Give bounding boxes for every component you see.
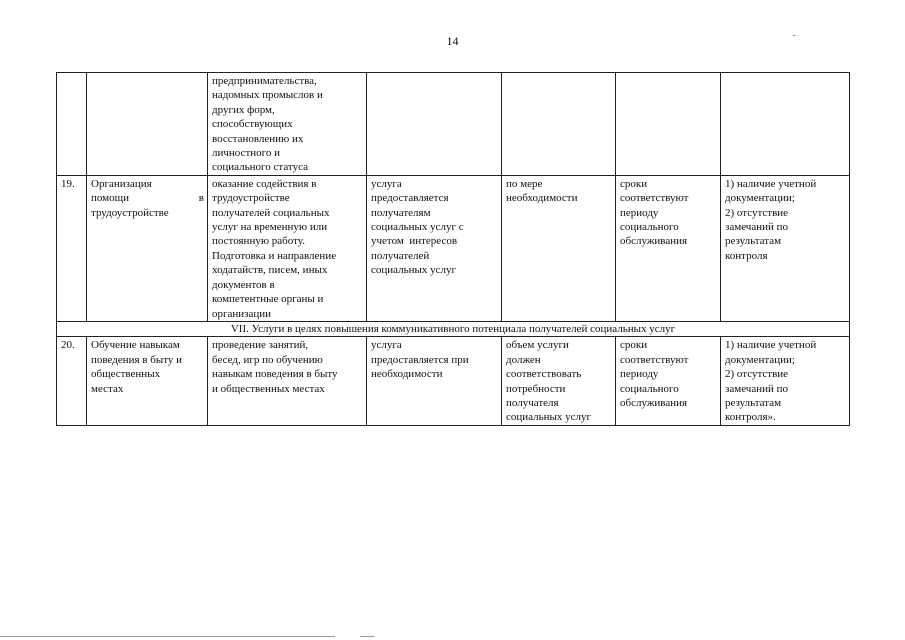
table-row-20 <box>57 337 850 425</box>
text-line: учетом интересов <box>371 235 458 248</box>
text-line: общественных <box>91 368 161 381</box>
text-line: проведение занятий, <box>212 339 309 352</box>
text-line: необходимости <box>506 192 578 205</box>
text-line: 2) отсутствие <box>725 206 789 219</box>
text-line: предпринимательства, <box>212 75 317 87</box>
text-line: результатам <box>725 235 782 248</box>
text-line: услуг на временную или <box>212 221 328 234</box>
text-line: по мере <box>506 177 543 190</box>
text-line: ходатайств, писем, иных <box>212 264 328 277</box>
cell-service-name <box>87 337 208 425</box>
text-line: сроки <box>620 177 648 190</box>
text-line: других форм, <box>212 103 275 116</box>
text-line: периоду <box>620 206 659 219</box>
text-line: получателям <box>371 206 431 219</box>
text-line: получателей социальных <box>212 206 330 219</box>
text-line: соответствовать <box>506 368 582 381</box>
text-line: трудоустройстве <box>212 192 290 205</box>
cell-deadline <box>616 73 721 176</box>
cell-provision <box>367 175 502 321</box>
cell-provision <box>367 73 502 176</box>
table-row-continuation <box>57 73 850 176</box>
section-header: VII. Услуги в целях повышения коммуникативного потенциала получателей социальных услуг <box>57 321 850 336</box>
cell-description <box>208 175 367 321</box>
cell-quality <box>721 337 850 425</box>
text-line: обслуживания <box>620 396 688 409</box>
cell-deadline <box>616 175 721 321</box>
text-line: соответствуют <box>620 192 689 205</box>
text-line: социального <box>620 382 679 395</box>
table-row-19 <box>57 175 850 321</box>
text-line: необходимости <box>371 368 443 381</box>
cell-service-name <box>87 73 208 176</box>
text-line: 2) отсутствие <box>725 368 789 381</box>
cell-quality <box>721 73 850 176</box>
text-line: должен <box>506 353 541 366</box>
text-line: предоставляется <box>371 192 449 205</box>
text-line: Подготовка и направление <box>212 249 337 262</box>
text-line: местах <box>91 382 124 395</box>
text-line: бесед, игр по обучению <box>212 353 323 366</box>
text-line: получателя <box>506 396 559 409</box>
text-line: социального <box>620 221 679 234</box>
text-line: способствующих <box>212 118 293 131</box>
text-line: контроля <box>725 249 768 262</box>
text-line: документации; <box>725 192 795 205</box>
text-line: организации <box>212 307 272 320</box>
text-line: обслуживания <box>620 235 688 248</box>
text-line: восстановлению их <box>212 132 304 145</box>
scan-artifact <box>793 35 795 36</box>
cell-provision <box>367 337 502 425</box>
text-line: трудоустройстве <box>91 206 169 219</box>
text-line: 1) наличие учетной <box>725 177 817 190</box>
text-line: и общественных местах <box>212 382 325 395</box>
services-table <box>56 72 850 426</box>
cell-number: 19. <box>57 175 87 321</box>
text-line: личностного и <box>212 147 281 160</box>
scan-edge-line <box>360 636 374 637</box>
text-line: замечаний по <box>725 382 789 395</box>
cell-description <box>208 337 367 425</box>
cell-description <box>208 73 367 176</box>
cell-timing <box>502 337 616 425</box>
cell-service-name <box>87 175 208 321</box>
cell-number <box>57 73 87 176</box>
text-line: постоянную работу. <box>212 235 305 248</box>
text-line: социальных услуг <box>371 264 457 277</box>
cell-timing <box>502 73 616 176</box>
text-line: компетентные органы и <box>212 293 324 306</box>
text-line: Обучение навыкам <box>91 339 180 352</box>
text-line: документов в <box>212 278 275 291</box>
cell-quality <box>721 175 850 321</box>
text-line: Организация <box>91 177 152 190</box>
text-line: получателей <box>371 249 430 262</box>
cell-number: 20. <box>57 337 87 425</box>
text-line: оказание содействия в <box>212 177 317 190</box>
section-header-row <box>57 321 850 336</box>
text-line: замечаний по <box>725 221 789 234</box>
text-line-justified <box>91 191 204 205</box>
text-line: потребности <box>506 382 566 395</box>
scan-edge-line <box>0 636 335 637</box>
text-line: социального статуса <box>212 161 308 174</box>
cell-timing <box>502 175 616 321</box>
text-line: услуга <box>371 177 402 190</box>
text-word: в <box>198 192 204 205</box>
text-line: поведения в быту и <box>91 353 183 366</box>
text-line: контроля». <box>725 411 776 424</box>
text-line: социальных услуг <box>506 411 592 424</box>
text-line: периоду <box>620 368 659 381</box>
text-line: надомных промыслов и <box>212 89 323 102</box>
page-number: 14 <box>446 34 459 48</box>
cell-deadline <box>616 337 721 425</box>
text-line: услуга <box>371 339 402 352</box>
text-line: сроки <box>620 339 648 352</box>
text-line: документации; <box>725 353 795 366</box>
text-line: предоставляется при <box>371 353 469 366</box>
text-word: помощи <box>91 192 129 205</box>
text-line: социальных услуг с <box>371 221 464 234</box>
text-line: соответствуют <box>620 353 689 366</box>
text-line: 1) наличие учетной <box>725 339 817 352</box>
text-line: объем услуги <box>506 339 569 352</box>
text-line: навыкам поведения в быту <box>212 368 338 381</box>
text-line: результатам <box>725 396 782 409</box>
